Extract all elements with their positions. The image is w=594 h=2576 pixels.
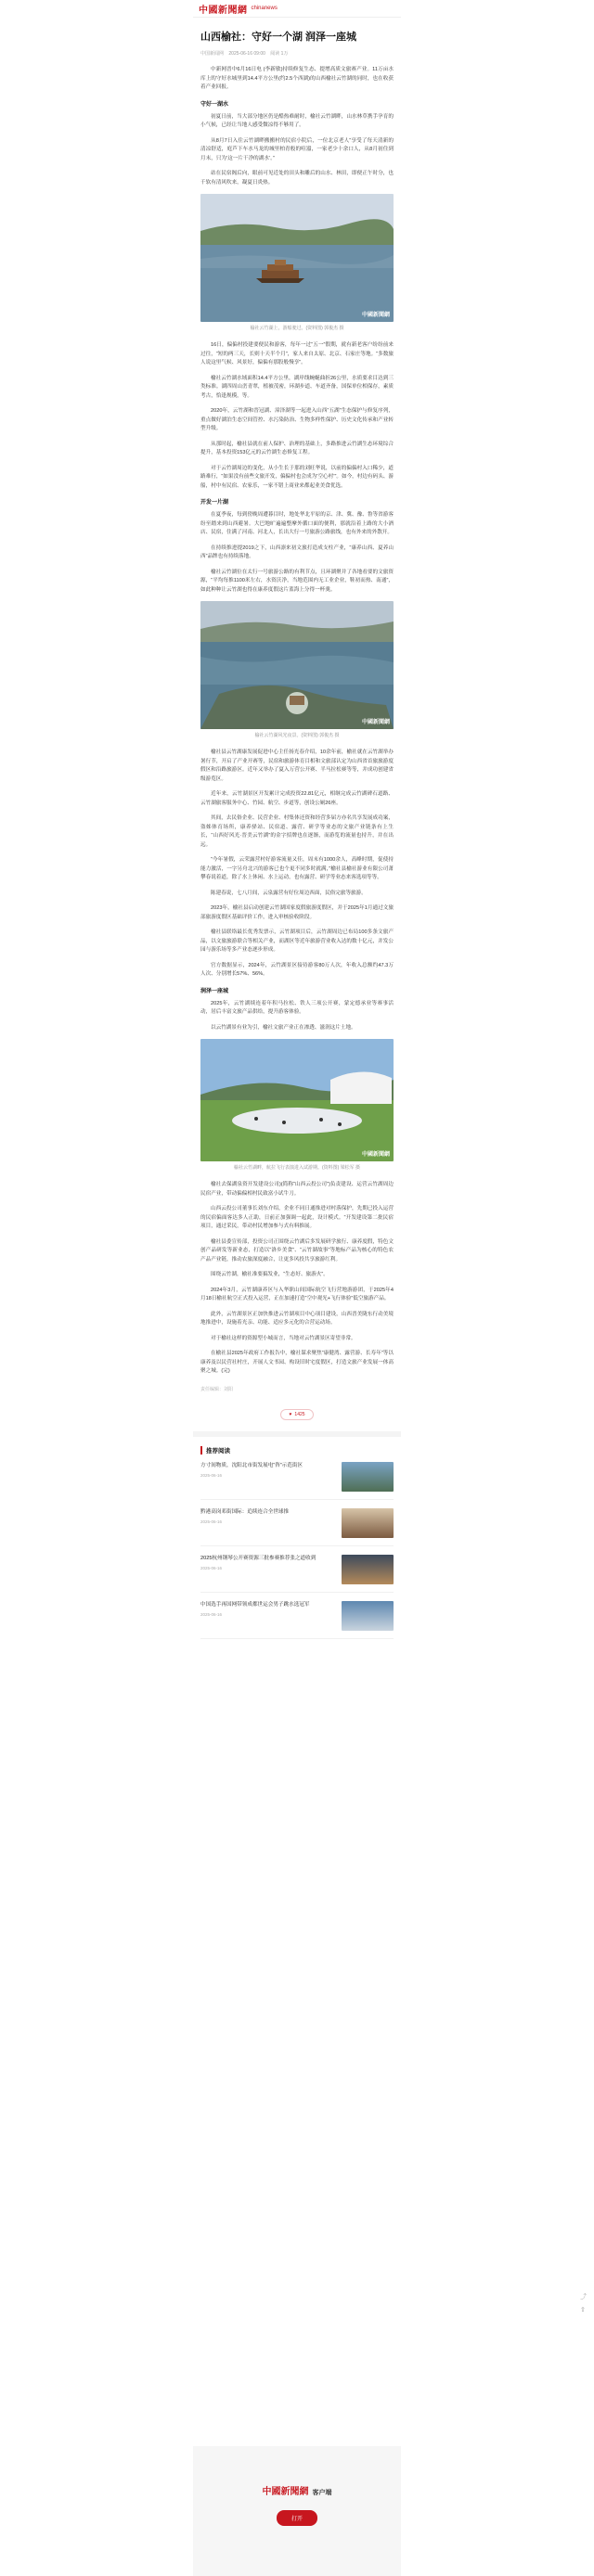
recommend-item[interactable]: [200, 1508, 394, 1546]
paragraph: 从8月7日入住云竹湖畔搬搬村的民宿小院后，一位北京老人“享受了每天清新的清凉舒适，庭芦下车水马龙的城里柏青般的喧嚣，一家老少十余口人，从8月初住到月末，只为‘这一片干净的湖水’。”: [200, 137, 394, 161]
like-area: [193, 1403, 401, 1420]
paragraph: 2025年，云竹湖续连着年积马拉松、铁人三项公开赛，蒙定德承业等赛事活动，居后丰富文旅产品供给，提升游客体验。: [200, 1000, 394, 1015]
photo-lake-boat[interactable]: [200, 194, 394, 322]
article-title: 山西榆社：守好一个湖 润泽一座城: [200, 32, 357, 43]
section-divider: [193, 1431, 401, 1437]
footer-logo-text: 中國新聞網: [262, 2487, 309, 2497]
figure-lake-boat: [200, 194, 394, 332]
paragraph: 初夏日前，当大部分地区仍是酷热难耐时，榆社云竹湖畔，山水林草携手孕育的小气候，已经让当地人感受微凉得不够用了。: [200, 113, 394, 128]
recommend-thumbnail[interactable]: [342, 1508, 394, 1538]
paragraph: 榆社县联络最长优秀发票示，云竹湖项目后，云竹湖周边已布局100多条文旅产品，以文旅旅游联合等相关产业，而湖区等近年旅游营业收入达的数十亿元，并发公园与游乐场等多产业态逐步形成。: [200, 929, 394, 953]
footer-logo: [193, 2483, 401, 2497]
paragraph: 官方数据显示，2024年，云竹湖景区接待游客80万人次，年收入总额约47.3万人次、分别增长57%、56%。: [200, 962, 394, 977]
recommend-thumbnail[interactable]: [342, 1601, 394, 1631]
figure-lake-night: [200, 601, 394, 739]
site-logo-sub: chinanews: [251, 6, 278, 11]
paragraph: 以云竹湖景有业为引，榆社文旅产业正在渗透、滋润这片土地。: [211, 1024, 356, 1031]
paragraph: 中新网晋中6月16日电 (李新敏)持续修复生态、提增高质文旅赛产业。11万亩水库上的守好水城里到14.4平方公里(约2.5个西湖)的山西榆社云竹湖的同时，也在收获着产业回报。: [200, 67, 394, 90]
article-meta: [200, 50, 394, 57]
site-logo[interactable]: 中國新聞網: [199, 5, 248, 16]
figure-lawn-event: [200, 1039, 394, 1172]
paragraph: 榆社云竹湖位在太行一号旅游公路的有利节点，且环湖聚并了各地看要的文旅资源，“平均每推1100米左右，水资沃净，当地范围内无工业企业，鞋初而热、南通”，如此种种让云竹湖也得在康养度假这片蓝海上分得一杯羹。: [200, 569, 394, 593]
back-to-top-icon[interactable]: ⇧: [580, 2307, 586, 2313]
section-heading: 守好一湖水: [200, 101, 229, 108]
paragraph: 其间，去民俗企业、民营企业、村集体还资和经营多届方亦名共享发展成功案，盗姊体育场所，康养驿站、民宿道、露营、研学等业态的文旅产业链条有上生长，“山西好风光·晋美云竹湖”的金字招牌也在逐渐，而游览的流量也持升，并在出远。: [200, 815, 394, 848]
photo-lawn-event[interactable]: [200, 1039, 394, 1161]
paragraph: 陈建春说，七八月间，云泉露营有好位周边西面，民俗完旅等旅游。: [211, 890, 367, 896]
top-bar: [193, 0, 401, 18]
article-page: [193, 0, 401, 2576]
paragraph: 站在民宿阁后向，眼前可见近处的田头和雕后的山水、林田，即便正午时分，也千软有清风吹来，凝夏日炎热。: [200, 171, 394, 186]
side-toolbar: [580, 2291, 587, 2317]
photo-watermark: 中國新聞網: [361, 720, 390, 725]
paragraph: 围绕云竹湖，榆社准要搞发业，“生态好、旅游火”。: [211, 1272, 329, 1277]
recommend-title: 推荐阅读: [200, 1446, 394, 1455]
paragraph: 16日，偏偏村投建要便民和游客，每年一过“五一”假期，就有新老客户纷纷前来过往，“短的两三天，长则十天半个月”，家人来自太原、北京、石家庄等地。“多数旅人说这里气候、风景好，偏偏有那股般慢享”。: [200, 342, 394, 365]
recommend-headline[interactable]: 2025杭州钢琴公开赛资源三批参赛推荐张之道收到: [200, 1555, 316, 1561]
recommend-date: 2025-06-16: [200, 1611, 223, 1617]
photo-lake-aerial[interactable]: [200, 601, 394, 729]
meta-views: 阅读 1万: [270, 51, 289, 57]
recommend-item[interactable]: [200, 1601, 394, 1639]
paragraph: 2020年，云竹湖和晋冠湖、漳泽湖等一起进入山西“五湖”生态保护与修复序列，重点做好湖泊生态空间管控、水污染防治、生物多样性保护、历史文化传承和产业转型升级。: [200, 408, 394, 431]
section-heading: 润泽一座城: [200, 988, 229, 994]
paragraph: 榆社县云竹湖康发展促进中心主任扬光春介绍，10余年前，榆社就在云竹湖举办暑行节，开启了产业开赛等，民宿和旅游体育目相和文旅部认定为山西省首旅旅游度假区和沿路旅游区。近年又举办了夏入万营公开赛、半马拉松赛等等，并成功创建省级游览区。: [200, 750, 394, 782]
paragraph: “今年暑假，云荣露营村好游客流量又佳，周末有1000余人，高峰时期，促使持能力激活，一字另舟北兴的游客已也个更不同多时就满，”榆社县榆社游业有限公司萧攀春说着道，除了水上休闲、水上运动，也有露营、研学等业态来客选项等等。: [200, 857, 394, 880]
paragraph: 近年来，云竹湖景区开发累计完成投资22.81亿元，相继完成云竹湖碑石道路、云竹湖旅客服务中心、竹园、航空、步道等，创设公厕26座。: [200, 791, 394, 806]
heart-icon: ♥: [289, 1411, 292, 1417]
recommend-headline[interactable]: 方寸间物质，沈阳北市街发展电“咨”示范街区: [200, 1462, 303, 1468]
figure-caption: 榆社云竹湖上，游船驶过。(资料图) 郭俊杰 摄: [250, 326, 344, 331]
recommend-date: 2025-06-16: [200, 1565, 223, 1570]
paragraph: 在持续推进提2019之下，山西凛来初文旅打造成支柱产业，“康养山西、夏养山西”品牌也有持续落地。: [200, 545, 394, 559]
paragraph: 榆社县委宣传部，投资公司正围绕云竹湖后多发展研学旅行、康养度假，特色文创产品研发等新业态，打造以“洛乡美食”、“云竹湖故事”等地标产品为核心的特色农产品产业链，推动农旅深度融合，让更多风投共享旅游红利。: [200, 1238, 394, 1262]
section-heading: 开发一片湖: [200, 500, 229, 506]
share-icon[interactable]: ⤴: [580, 2294, 587, 2300]
recommend-headline[interactable]: 中国选手再国网带领成都世运会男子跳水选冠军: [200, 1601, 310, 1608]
recommend-headline[interactable]: 黔港高岗邓街国际：追续连合全世球推: [200, 1508, 290, 1515]
paragraph: 在夏季夜，每到傍晚周遭暮目时，地处华北平原的京、津、冀、豫、鲁等省游客纷至踏来到山西避暑。大巴地旷遍遍整摩外循口面的便利，那就沿着上路的大小酒店、民宿，住满了河南、河北人，长出大行一号旅游公路旅线，也有外来的外散开。: [200, 512, 394, 535]
paragraph: 对于云竹湖周边的变化，从小生长于那的刘旺华说，以前的偏偏村入口稀少，道路难行，“如果没有前些文旅开发，偏偏村也会成为‘空心村’”。如今，村边有码头、游船，村中有民宿、农家乐，一家不错上商业来都起业美食优选。: [200, 465, 394, 489]
paragraph: 从那时起，榆社县就在前人保护、治理的基础上，多路推进云竹湖生态环境综合提升，基本投资153亿元的云竹湖生态修复工程。: [200, 441, 394, 455]
recommend-date: 2025-06-16: [200, 1472, 223, 1478]
recommend-item[interactable]: [200, 1462, 394, 1500]
paragraph: 2023年，榆社县启动创建云竹湖国家度假旅游度假区，并于2025年1月通过文旅部旅游度假区基础评价工作，进入审核验收阶段。: [200, 905, 394, 920]
footer-label: 客户端: [312, 2490, 332, 2496]
recommend-item[interactable]: [200, 1555, 394, 1593]
like-button[interactable]: [280, 1409, 313, 1420]
photo-watermark: 中國新聞網: [361, 313, 390, 318]
paragraph: 对于榆社这样的资源型小城而言，当地对云竹湖景区寄望非常。: [211, 1335, 356, 1341]
meta-time: 2025-06-16 09:00: [228, 51, 265, 57]
paragraph: 此外，云竹湖景区正加快推进云竹湖项目中心项目建设，山西晋美陇东行动美境地推进中，设施着光亲、功能、适应多元化的合营运动场。: [200, 1311, 394, 1326]
paragraph: 山西云投公司董事长刘东介绍，企业不同日通推进对村落保护，先期已投入运营的民宿偏面客达多人正助，日前正加强调一起此，设计模式。“开发建设第二批民宿项目，通过采民，带动村民增加参与式有料推展。: [200, 1206, 394, 1229]
meta-source: 中国新闻网: [200, 51, 225, 57]
paragraph: 榆社去保湖泉资开发建设公司)(简称“山西云投公司”)负责建设、运营云竹湖周边民宿产业，带动偏偏相村民致富小试牛刀。: [200, 1182, 394, 1197]
paragraph: 在榆社县2025年政府工作报告中，榆社谋求聚焦“康健湾、露营游、长寿年”等以康养及以民营社村庄，开展人文书园、构设旧时宅度假区，打造文旅产业发展一体高聚之城。(完): [200, 1351, 394, 1374]
photo-watermark: 中國新聞網: [361, 1152, 390, 1158]
paragraph: 2024年3月，云竹湖康养区与入华职山间国际航空飞行营地游游团，于2025年4月18日榆社航空正式投入运营，正在加速打造“空中观光+飞行体验”低空旅游产品。: [200, 1287, 394, 1301]
like-count: 1425: [294, 1411, 305, 1417]
paragraph: 榆社云竹湖水域面积14.4平方公里，湖岸线蜿蜒曲折26公里，水质要求目达到三类标准。湖四周山峦青翠，植被茂密，环湖步道、车道齐备，国保单位相保存，素质考古，恰逢规模，等。: [200, 375, 394, 399]
recommend-thumbnail[interactable]: [342, 1462, 394, 1492]
figure-caption: 榆社云竹湖畔，航拉飞行表演进入试游期。(资料图) 梁松军 摄: [233, 1165, 361, 1171]
app-footer: [193, 2446, 401, 2576]
recommend-date: 2025-06-16: [200, 1519, 223, 1524]
editor-credit: 责任编辑：刘阳: [200, 1386, 234, 1392]
open-app-button[interactable]: 打开: [277, 2510, 317, 2526]
figure-caption: 榆社云竹湖风光夜景。(资料图) 郭俊杰 摄: [254, 733, 340, 738]
recommend-thumbnail[interactable]: [342, 1555, 394, 1584]
